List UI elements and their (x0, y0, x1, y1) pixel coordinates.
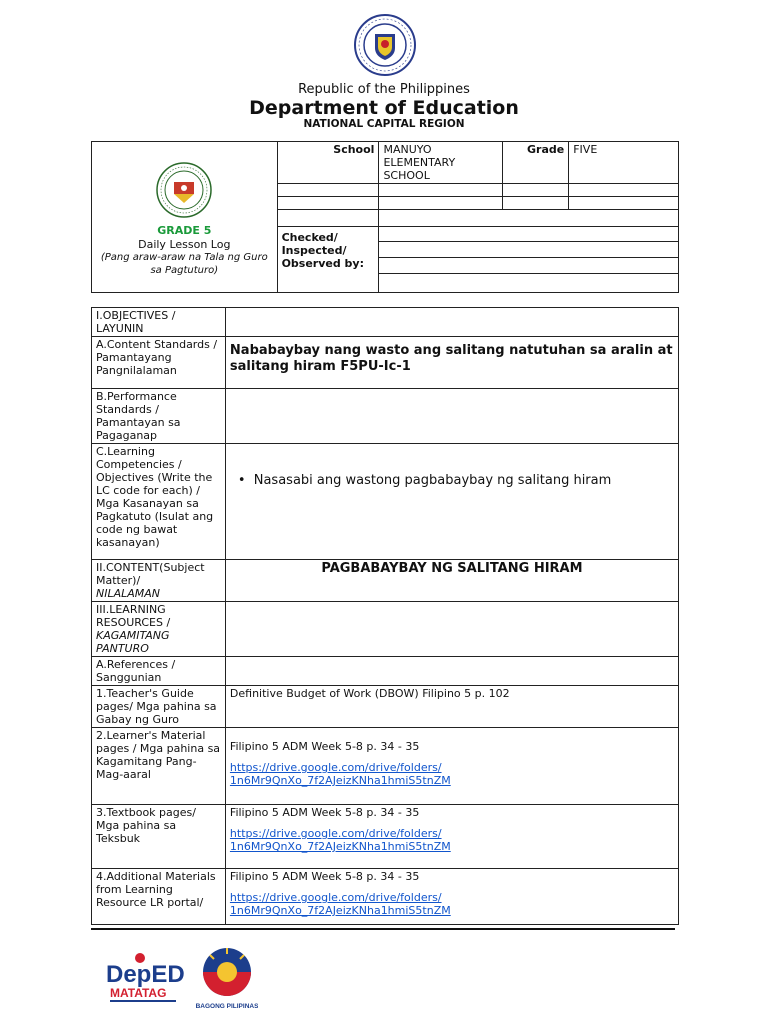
content-standards-value: Nababaybay nang wasto ang salitang natutuhan sa aralin at salitang hiram F5PU-Ic-1 (225, 337, 678, 389)
republic-heading: Republic of the Philippines (298, 82, 470, 97)
learners-material-value: Filipino 5 ADM Week 5-8 p. 34 - 35 (229, 740, 420, 753)
learners-material-link[interactable]: https://drive.google.com/drive/folders/ 1n6Mr9QnXo_7f2AJeizKNha1hmiS5tnZM (229, 761, 451, 787)
resources-label: III.LEARNING RESOURCES / (96, 603, 171, 629)
department-heading: Department of Education (249, 97, 519, 119)
additional-materials-cell (225, 869, 678, 925)
resources-label-italic: KAGAMITANG PANTURO (96, 629, 170, 655)
table-row (92, 337, 679, 389)
performance-standards-label: B.Performance Standards / Pamantayan sa Pagaganap (92, 389, 226, 444)
school-value: MANUYO ELEMENTARY SCHOOL (379, 142, 503, 184)
textbook-link[interactable]: https://drive.google.com/drive/folders/ 1n6Mr9QnXo_7f2AJeizKNha1hmiS5tnZM (229, 827, 451, 853)
learners-material-cell (225, 728, 678, 805)
svg-text:DepED: DepED (106, 961, 185, 988)
table-row (92, 389, 679, 444)
additional-materials-value: Filipino 5 ADM Week 5-8 p. 34 - 35 (229, 870, 420, 883)
teachers-guide-value: Definitive Budget of Work (DBOW) Filipino 5 p. 102 (225, 686, 678, 728)
lesson-log-table (91, 307, 679, 925)
grade-value: FIVE (569, 142, 679, 184)
textbook-cell (225, 805, 678, 869)
bagong-pilipinas-logo (196, 944, 258, 1012)
dll-title: Daily Lesson Log (138, 237, 231, 251)
content-label: II.CONTENT(Subject Matter)/ (96, 561, 205, 587)
school-label: School (277, 142, 379, 184)
textbook-label: 3.Textbook pages/ Mga pahina sa Teksbuk (92, 805, 226, 869)
teachers-guide-label: 1.Teacher's Guide pages/ Mga pahina sa Gabay ng Guro (92, 686, 226, 728)
content-label-italic: NILALAMAN (96, 587, 161, 600)
table-row (92, 805, 679, 869)
objectives-label: I.OBJECTIVES / LAYUNIN (92, 308, 226, 337)
table-row (92, 308, 679, 337)
learners-material-label: 2.Learner's Material pages / Mga pahina sa Kagamitang Pang-Mag-aaral (92, 728, 226, 805)
competencies-label: C.Learning Competencies / Objectives (Write the LC code for each) / Mga Kasanayan sa Pagkatuto (Isulat ang code ng bawat kasanayan) (92, 444, 226, 560)
table-row (92, 728, 679, 805)
svg-text:MATATAG: MATATAG (110, 986, 167, 1000)
dll-subtitle: (Pang araw-araw na Tala ng Guro sa Pagtuturo) (100, 251, 268, 276)
content-standards-label: A.Content Standards / Pamantayang Pangnilalaman (92, 337, 226, 389)
deped-seal-logo (354, 14, 416, 76)
grade-label: GRADE 5 (157, 223, 212, 237)
content-label-cell (92, 560, 226, 602)
additional-materials-link[interactable]: https://drive.google.com/drive/folders/ 1n6Mr9QnXo_7f2AJeizKNha1hmiS5tnZM (229, 891, 451, 917)
deped-matatag-logo (106, 950, 186, 1005)
header-info-table (91, 141, 679, 293)
competencies-cell: • Nasasabi ang wastong pagbabaybay ng salitang hiram (225, 444, 678, 560)
table-row (92, 657, 679, 686)
school-division-seal-logo (156, 162, 212, 218)
table-row (92, 560, 679, 602)
footer-divider (91, 928, 675, 930)
region-heading: NATIONAL CAPITAL REGION (303, 118, 465, 130)
table-row (92, 686, 679, 728)
checked-by-label: Checked/ Inspected/ Observed by: (277, 227, 379, 293)
table-row (92, 869, 679, 925)
references-label: A.References / Sanggunian (92, 657, 226, 686)
competencies-value: Nasasabi ang wastong pagbabaybay ng salitang hiram (253, 473, 612, 488)
content-value: PAGBABAYBAY NG SALITANG HIRAM (225, 560, 678, 602)
additional-materials-label: 4.Additional Materials from Learning Resource LR portal/ (92, 869, 226, 925)
textbook-value: Filipino 5 ADM Week 5-8 p. 34 - 35 (229, 806, 420, 819)
grade-field-label: Grade (503, 142, 569, 184)
school-info-cell (92, 142, 278, 293)
table-row (92, 444, 679, 560)
table-row (92, 602, 679, 657)
resources-label-cell (92, 602, 226, 657)
svg-text:BAGONG PILIPINAS: BAGONG PILIPINAS (196, 1003, 258, 1010)
